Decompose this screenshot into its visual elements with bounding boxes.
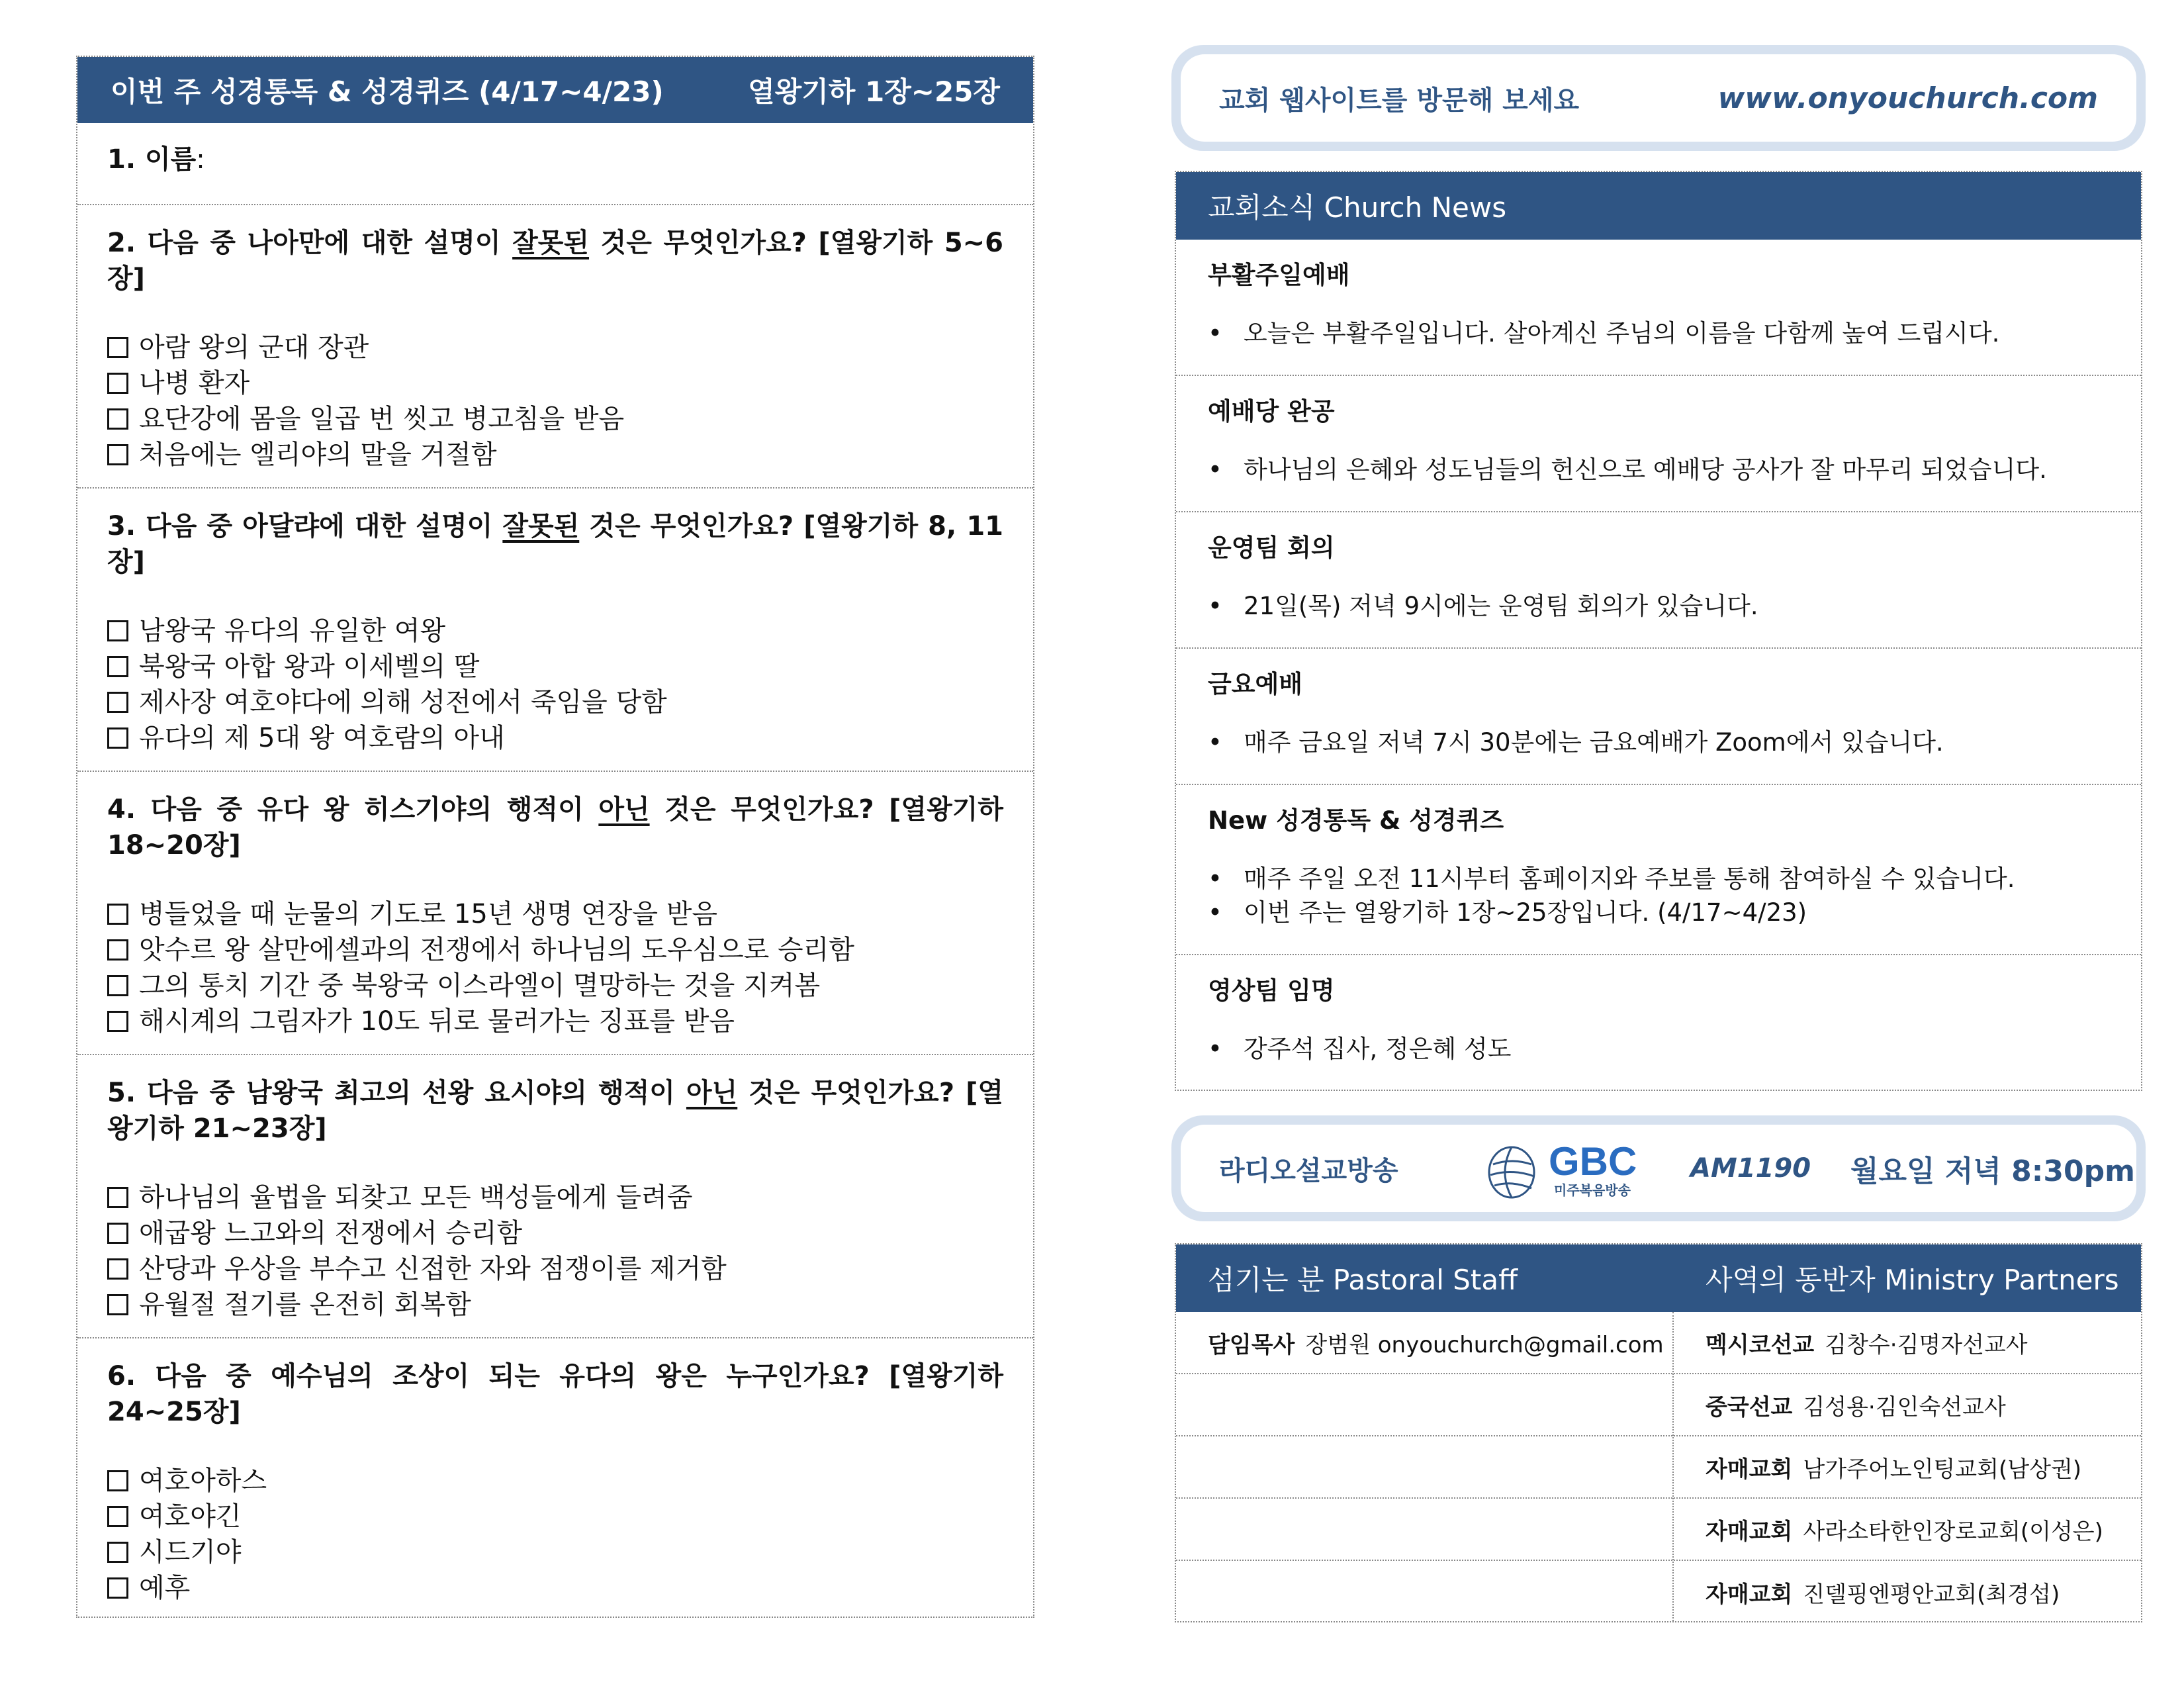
checkbox-icon[interactable] xyxy=(107,373,128,394)
question-3 xyxy=(77,489,1033,772)
partner-role: 자매교회 xyxy=(1706,1456,1793,1483)
answer-option[interactable] xyxy=(107,720,1003,756)
question-text: 6. 다음 중 예수님의 조상이 되는 유다의 왕은 누구인가요? [열왕기하 24~25장] xyxy=(107,1361,1003,1427)
name-label: 1. 이름 xyxy=(107,144,197,175)
news-title: 부활주일예배 xyxy=(1208,261,1350,289)
news-title: 운영팀 회의 xyxy=(1208,534,1335,562)
staff-row-empty xyxy=(1176,1499,1672,1561)
pastoral-staff-column xyxy=(1176,1312,1674,1621)
checkbox-icon[interactable] xyxy=(107,656,128,677)
partner-role: 중국선교 xyxy=(1706,1393,1793,1421)
name-colon: : xyxy=(196,144,205,175)
answer-option[interactable] xyxy=(107,365,1003,401)
checkbox-icon[interactable] xyxy=(107,1011,128,1032)
checkbox-icon[interactable] xyxy=(107,1294,128,1315)
staff-table xyxy=(1175,1243,2142,1622)
news-bullet: • 강주석 집사, 정은혜 성도 xyxy=(1208,1032,2109,1066)
staff-role: 담임목사 xyxy=(1208,1331,1295,1358)
staff-header-left: 섬기는 분 Pastoral Staff xyxy=(1208,1264,1518,1296)
question-5 xyxy=(77,1055,1033,1338)
radio-station: AM1190 xyxy=(1690,1153,1811,1184)
question-text-end: 것은 무엇인가요? [열왕기하 5~6장] xyxy=(107,228,1003,294)
partner-role: 자매교회 xyxy=(1706,1581,1793,1608)
logo-text: GBC xyxy=(1549,1139,1637,1184)
partner-row xyxy=(1674,1561,2141,1623)
question-text-end: 것은 무엇인가요? [열왕기하 21~23장] xyxy=(107,1078,1003,1144)
partner-role: 멕시코선교 xyxy=(1706,1331,1815,1358)
answer-option[interactable] xyxy=(107,437,1003,473)
checkbox-icon[interactable] xyxy=(107,692,128,713)
answer-option[interactable] xyxy=(107,1499,1003,1534)
option-label: 나병 환자 xyxy=(139,368,250,399)
quiz-header xyxy=(77,57,1033,123)
checkbox-icon[interactable] xyxy=(107,975,128,996)
checkbox-icon[interactable] xyxy=(107,727,128,749)
news-bullet: • 오늘은 부활주일입니다. 살아계신 주님의 이름을 다함께 높여 드립시다. xyxy=(1208,316,2109,350)
answer-option[interactable] xyxy=(107,330,1003,365)
news-item xyxy=(1176,240,2141,376)
staff-row-empty xyxy=(1176,1436,1672,1499)
partner-row xyxy=(1674,1374,2141,1436)
question-text: 5. 다음 중 남왕국 최고의 선왕 요시야의 행적이 xyxy=(107,1078,686,1108)
question-text-end: 것은 무엇인가요? [열왕기하 8, 11장] xyxy=(107,511,1003,577)
staff-header-right: 사역의 동반자 Ministry Partners xyxy=(1706,1264,2119,1296)
question-4 xyxy=(77,772,1033,1055)
news-bullet: • 21일(목) 저녁 9시에는 운영팀 회의가 있습니다. xyxy=(1208,589,2109,623)
partner-name: 김창수·김명자선교사 xyxy=(1825,1331,2028,1358)
quiz-range: 열왕기하 1장~25장 xyxy=(748,75,1000,108)
option-label: 여호야긴 xyxy=(139,1501,242,1532)
staff-row-empty xyxy=(1176,1374,1672,1436)
option-label: 남왕국 유다의 유일한 여왕 xyxy=(139,616,446,646)
news-item xyxy=(1176,649,2141,785)
radio-time: 월요일 저녁 8:30pm xyxy=(1850,1154,2135,1188)
news-bullet: • 매주 금요일 저녁 7시 30분에는 금요예배가 Zoom에서 있습니다. xyxy=(1208,726,2109,759)
answer-option[interactable] xyxy=(107,684,1003,720)
question-emphasis: 잘못된 xyxy=(502,511,580,541)
partner-role: 자매교회 xyxy=(1706,1518,1793,1545)
radio-label: 라디오설교방송 xyxy=(1219,1155,1398,1186)
option-label: 해시계의 그림자가 10도 뒤로 물러가는 징표를 받음 xyxy=(139,1006,735,1037)
option-label: 그의 통치 기간 중 북왕국 이스라엘이 멸망하는 것을 지켜봄 xyxy=(139,970,821,1001)
staff-row-empty xyxy=(1176,1561,1672,1623)
radio-banner xyxy=(1171,1115,2146,1221)
news-title: 금요예배 xyxy=(1208,670,1302,698)
question-emphasis: 아닌 xyxy=(686,1078,738,1108)
staff-header xyxy=(1176,1244,2141,1312)
option-label: 앗수르 왕 살만에셀과의 전쟁에서 하나님의 도우심으로 승리함 xyxy=(139,935,854,965)
gbc-logo-icon xyxy=(1485,1138,1657,1204)
question-emphasis: 아닌 xyxy=(598,794,650,825)
news-item xyxy=(1176,785,2141,955)
name-field xyxy=(77,123,1033,205)
news-header: 교회소식 Church News xyxy=(1176,172,2141,240)
option-label: 여호아하스 xyxy=(139,1466,267,1496)
question-emphasis: 잘못된 xyxy=(512,228,590,258)
question-2 xyxy=(77,205,1033,489)
checkbox-icon[interactable] xyxy=(107,444,128,465)
logo-subtext: 미주복음방송 xyxy=(1554,1182,1631,1198)
checkbox-icon[interactable] xyxy=(107,1187,128,1208)
partner-row xyxy=(1674,1312,2141,1374)
ministry-partners-column xyxy=(1674,1312,2141,1623)
answer-option[interactable] xyxy=(107,968,1003,1004)
news-title: 예배당 완공 xyxy=(1208,397,1335,426)
answer-option[interactable] xyxy=(107,401,1003,437)
staff-info: 장범원 onyouchurch@gmail.com xyxy=(1305,1331,1664,1358)
news-bullet: • 하나님의 은혜와 성도님들의 헌신으로 예배당 공사가 잘 마무리 되었습니다. xyxy=(1208,453,2109,487)
answer-option[interactable] xyxy=(107,1004,1003,1039)
option-label: 산당과 우상을 부수고 신접한 자와 점쟁이를 제거함 xyxy=(139,1254,727,1284)
partner-name: 진델핑엔평안교회(최경섭) xyxy=(1803,1581,2060,1608)
partner-row xyxy=(1674,1436,2141,1499)
news-item xyxy=(1176,512,2141,649)
option-label: 북왕국 아합 왕과 이세벨의 딸 xyxy=(139,651,480,682)
answer-option[interactable] xyxy=(107,1180,1003,1215)
news-title: New 성경통독 & 성경퀴즈 xyxy=(1208,806,1504,835)
answer-option[interactable] xyxy=(107,1251,1003,1287)
answer-option[interactable] xyxy=(107,613,1003,649)
website-label: 교회 웹사이트를 방문해 보세요 xyxy=(1219,85,1580,116)
checkbox-icon[interactable] xyxy=(107,1223,128,1244)
checkbox-icon[interactable] xyxy=(107,939,128,961)
option-label: 아람 왕의 군대 장관 xyxy=(139,332,369,363)
option-label: 요단강에 몸을 일곱 번 씻고 병고침을 받음 xyxy=(139,404,625,434)
answer-option[interactable] xyxy=(107,1570,1003,1606)
checkbox-icon[interactable] xyxy=(107,1542,128,1563)
checkbox-icon[interactable] xyxy=(107,1577,128,1599)
checkbox-icon[interactable] xyxy=(107,337,128,358)
answer-option[interactable] xyxy=(107,1287,1003,1323)
option-label: 병들었을 때 눈물의 기도로 15년 생명 연장을 받음 xyxy=(139,899,718,929)
staff-row xyxy=(1176,1312,1672,1374)
answer-option[interactable] xyxy=(107,1534,1003,1570)
quiz-title: 이번 주 성경통독 & 성경퀴즈 (4/17~4/23) xyxy=(111,75,664,108)
news-item xyxy=(1176,376,2141,512)
news-bullet: • 이번 주는 열왕기하 1장~25장입니다. (4/17~4/23) xyxy=(1208,896,2109,929)
question-text: 2. 다음 중 나아만에 대한 설명이 xyxy=(107,228,513,258)
option-label: 처음에는 엘리야의 말을 거절함 xyxy=(139,440,497,470)
question-text: 4. 다음 중 유다 왕 히스기야의 행적이 xyxy=(107,794,599,825)
website-link[interactable]: www.onyouchurch.com xyxy=(1717,81,2098,115)
news-title: 영상팀 임명 xyxy=(1208,976,1335,1005)
answer-option[interactable] xyxy=(107,1215,1003,1251)
church-news xyxy=(1175,171,2142,1091)
answer-option[interactable] xyxy=(107,649,1003,684)
checkbox-icon[interactable] xyxy=(107,1470,128,1491)
partner-row xyxy=(1674,1499,2141,1561)
partner-name: 김성용·김인숙선교사 xyxy=(1803,1393,2006,1421)
website-banner xyxy=(1171,45,2146,151)
question-text: 3. 다음 중 아달랴에 대한 설명이 xyxy=(107,511,503,541)
answer-option[interactable] xyxy=(107,1463,1003,1499)
answer-option[interactable] xyxy=(107,896,1003,932)
partner-name: 사라소타한인장로교회(이성은) xyxy=(1803,1518,2103,1545)
question-text-end: 것은 무엇인가요? [열왕기하 18~20장] xyxy=(107,794,1003,861)
quiz-panel xyxy=(76,56,1034,1618)
option-label: 제사장 여호야다에 의해 성전에서 죽임을 당함 xyxy=(139,687,667,718)
option-label: 애굽왕 느고와의 전쟁에서 승리함 xyxy=(139,1218,523,1248)
option-label: 예후 xyxy=(139,1573,191,1603)
news-bullet: • 매주 주일 오전 11시부터 홈페이지와 주보를 통해 참여하실 수 있습니다. xyxy=(1208,862,2109,896)
option-label: 하나님의 율법을 되찾고 모든 백성들에게 들려줌 xyxy=(139,1182,693,1213)
question-6 xyxy=(77,1338,1033,1606)
checkbox-icon[interactable] xyxy=(107,904,128,925)
partner-name: 남가주어노인팅교회(남상권) xyxy=(1803,1456,2082,1483)
checkbox-icon[interactable] xyxy=(107,408,128,430)
checkbox-icon[interactable] xyxy=(107,1506,128,1527)
checkbox-icon[interactable] xyxy=(107,620,128,641)
news-item xyxy=(1176,955,2141,1088)
answer-option[interactable] xyxy=(107,932,1003,968)
option-label: 시드기야 xyxy=(139,1537,242,1568)
option-label: 유다의 제 5대 왕 여호람의 아내 xyxy=(139,723,505,753)
option-label: 유월절 절기를 온전히 회복함 xyxy=(139,1289,471,1320)
checkbox-icon[interactable] xyxy=(107,1258,128,1280)
